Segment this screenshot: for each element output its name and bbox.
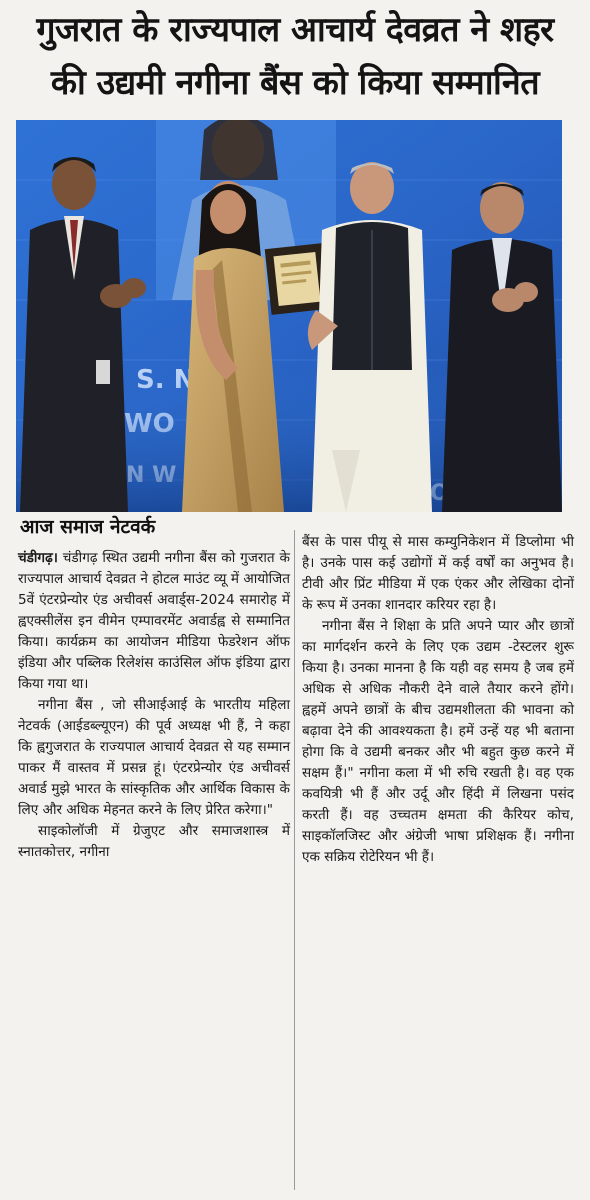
headline bbox=[8, 4, 582, 116]
paragraph-1-text: चंडीगढ़ स्थित उद्यमी नगीना बैंस को गुजरात के राज्यपाल आचार्य देवव्रत ने होटल माउंट व्यू में आयोजित 5वें एंटरप्रेन्योर एंड अचीवर्स अवार्ड्स-2024 समारोह में ह्वएक्सीलेंस इन वीमेन एम्पावरमेंट अवार्डह्व से सम्मानित किया। कार्यक्रम का आयोजन मीडिया फेडरेशन ऑफ इंडिया और पब्लिक रिलेशंस काउंसिल ऑफ इंडिया द्वारा किया गया था। bbox=[18, 550, 290, 692]
article-paragraph-5: नगीना बैंस ने शिक्षा के प्रति अपने प्यार और छात्रों का मार्गदर्शन करने के लिए एक उद्यम -टेस्टलर शुरू किया है। उनका मानना है कि यही वह समय है जब हमें अधिक से अधिक नौकरी देने वाले तैयार करने होंगे। ह्वहमें अपने छात्रों के बीच उद्यमशीलता की भावना को बढ़ावा देने की आवश्यकता है। हमें उन्हें यह भी बताना होगा कि वे उद्यमी बनकर और भी बहुत कुछ करने में सक्षम हैं।" नगीना कला में भी रुचि रखती है। वह एक कवयित्री भी हैं और उर्दू और हिंदी में लिखना पसंद करती हैं। वह उच्चतम क्षमता की कैरियर कोच, साइकॉलजिस्ट और अंग्रेजी भाषा प्रशिक्षक हैं। नगीना एक सक्रिय रोटेरियन भी हैं। bbox=[302, 618, 574, 865]
byline: आज समाज नेटवर्क bbox=[20, 516, 156, 538]
award-ceremony-photo bbox=[16, 120, 562, 512]
article-column-right bbox=[302, 532, 574, 868]
article-column-left bbox=[18, 548, 290, 863]
column-divider bbox=[294, 530, 295, 1190]
dateline: चंडीगढ़। bbox=[18, 550, 58, 566]
article-paragraph-2: नगीना बैंस , जो सीआईआई के भारतीय महिला नेटवर्क (आईडब्ल्यूएन) की पूर्व अध्यक्ष भी हैं, ने कहा कि ह्वगुजरात के राज्यपाल आचार्य देवव्रत से यह सम्मान पाकर मैं वास्तव में प्रसन्न हूं। एंटरप्रेन्योर एंड अचीवर्स अवार्ड मुझे भारत के सांस्कृतिक और आर्थिक विकास के लिए और अधिक मेहनत करने के लिए प्रेरित करेगा।" bbox=[18, 697, 290, 818]
article-paragraph-1 bbox=[18, 548, 290, 695]
news-photo bbox=[16, 120, 562, 512]
article-paragraph-3: साइकोलॉजी में ग्रेजुएट और समाजशास्त्र में स्नातकोत्तर, नगीना bbox=[18, 823, 290, 860]
article-paragraph-4: बैंस के पास पीयू से मास कम्युनिकेशन में डिप्लोमा भी है। उनके पास कई उद्योगों में कई वर्षों का अनुभव है। टीवी और प्रिंट मीडिया में एक एंकर और लेखिका दोनों के रूप में उनका शानदार करियर रहा है। bbox=[302, 534, 574, 613]
headline-line-1: गुजरात के राज्यपाल आचार्य देवव्रत ने शहर bbox=[36, 10, 554, 50]
headline-line-2: की उद्यमी नगीना बैंस को किया सम्मानित bbox=[50, 63, 540, 103]
